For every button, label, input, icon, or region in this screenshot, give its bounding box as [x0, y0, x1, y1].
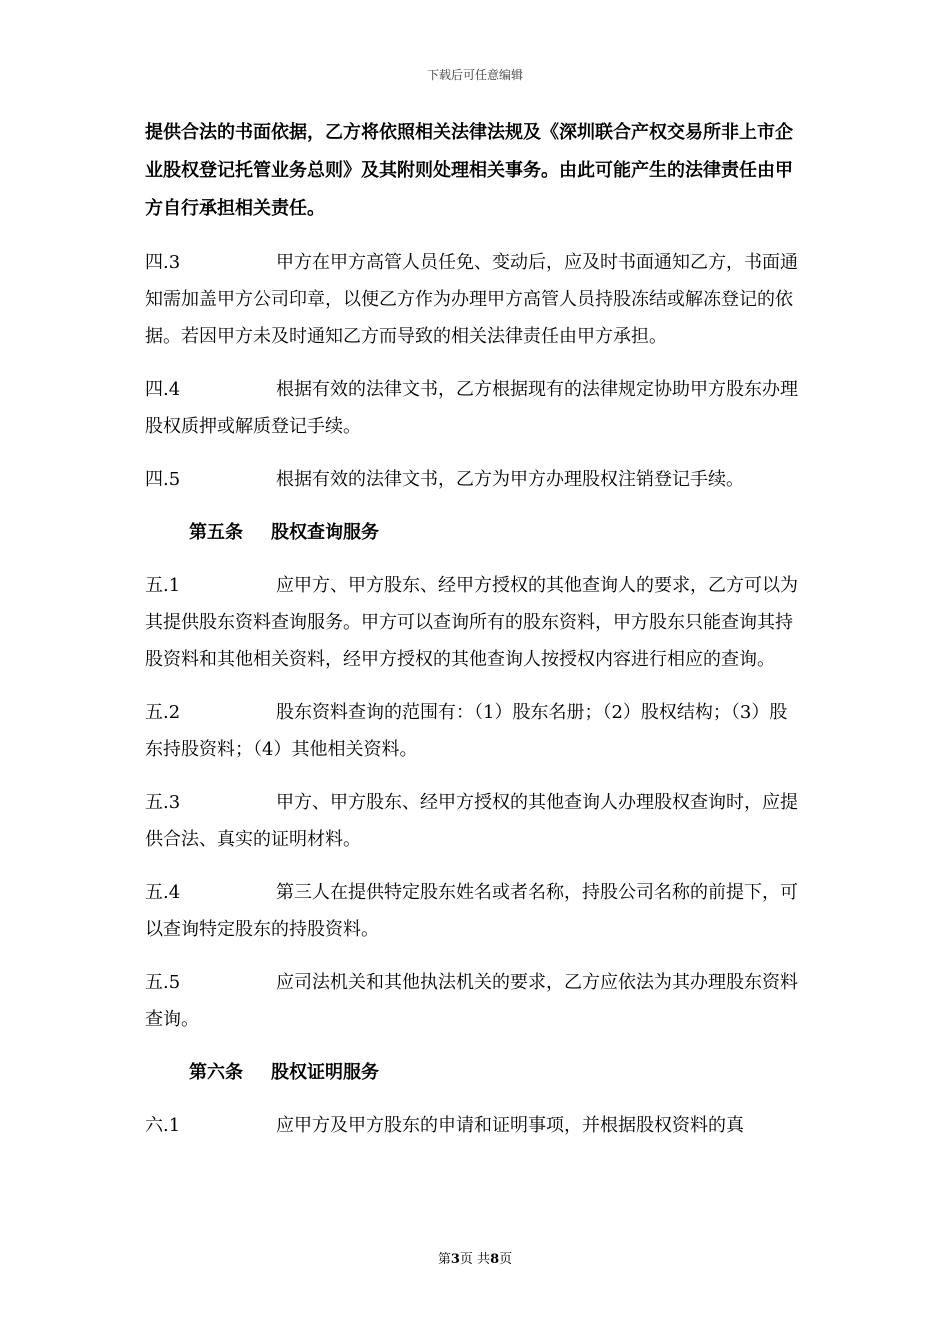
clause-4-3: [145, 244, 805, 355]
clause-number: 四.5: [145, 469, 181, 490]
clause-4-4: [145, 371, 805, 445]
article-number: 第六条: [189, 1062, 243, 1083]
article-title: 股权证明服务: [271, 1062, 379, 1083]
clause-text: 根据有效的法律文书，乙方根据现有的法律规定协助甲方股东办理股权质押或解质登记手续。: [145, 379, 798, 437]
clause-number: 五.4: [145, 882, 181, 903]
footer-middle: 页 共: [459, 1252, 491, 1267]
article-number: 第五条: [189, 522, 243, 543]
article-title: 股权查询服务: [271, 522, 379, 543]
clause-text: 应司法机关和其他执法机关的要求，乙方应依法为其办理股东资料查询。: [145, 972, 798, 1030]
clause-text: 股东资料查询的范围有：（1）股东名册；（2）股权结构；（3）股东持股资料；（4）其他相关资料。: [145, 702, 788, 760]
clause-5-1: [145, 567, 805, 678]
clause-5-4: [145, 874, 805, 948]
total-page-number: 8: [490, 1252, 500, 1267]
clause-text: 甲方在甲方高管人员任免、变动后，应及时书面通知乙方，书面通知需加盖甲方公司印章，以便乙方作为办理甲方高管人员持股冻结或解冻登记的依据。若因甲方未及时通知乙方而导致的相关法律责任由甲方承担。: [145, 252, 798, 347]
clause-text: 应甲方及甲方股东的申请和证明事项，并根据股权资料的真: [276, 1115, 744, 1136]
clause-number: 五.2: [145, 702, 181, 723]
clause-number: 六.1: [145, 1115, 181, 1136]
footer-suffix: 页: [499, 1252, 513, 1267]
clause-text: 第三人在提供特定股东姓名或者名称，持股公司名称的前提下，可以查询特定股东的持股资料。: [145, 882, 798, 940]
article-6-heading: [145, 1054, 805, 1091]
clause-5-5: [145, 964, 805, 1038]
clause-number: 五.5: [145, 972, 181, 993]
clause-number: 五.3: [145, 792, 181, 813]
clause-5-2: [145, 694, 805, 768]
clause-number: 四.4: [145, 379, 181, 400]
clause-5-3: [145, 784, 805, 858]
page-header: 下载后可任意编辑: [426, 68, 523, 82]
footer-prefix: 第: [437, 1252, 451, 1267]
clause-number: 四.3: [145, 252, 181, 273]
clause-text: 根据有效的法律文书，乙方为甲方办理股权注销登记手续。: [276, 469, 744, 490]
clause-text: 甲方、甲方股东、经甲方授权的其他查询人办理股权查询时，应提供合法、真实的证明材料。: [145, 792, 798, 850]
clause-6-1: [145, 1107, 805, 1144]
page-footer: [0, 1248, 950, 1267]
current-page-number: 3: [450, 1252, 460, 1267]
document-body: [145, 114, 805, 1160]
article-5-heading: [145, 514, 805, 551]
intro-paragraph: 提供合法的书面依据，乙方将依照相关法律法规及《深圳联合产权交易所非上市企业股权登记托管业务总则》及其附则处理相关事务。由此可能产生的法律责任由甲方自行承担相关责任。: [145, 122, 793, 219]
clause-number: 五.1: [145, 575, 181, 596]
clause-text: 应甲方、甲方股东、经甲方授权的其他查询人的要求，乙方可以为其提供股东资料查询服务。甲方可以查询所有的股东资料，甲方股东只能查询其持股资料和其他相关资料，经甲方授权的其他查询人按授权内容进行相应的查询。: [145, 575, 798, 670]
clause-4-5: [145, 461, 805, 498]
